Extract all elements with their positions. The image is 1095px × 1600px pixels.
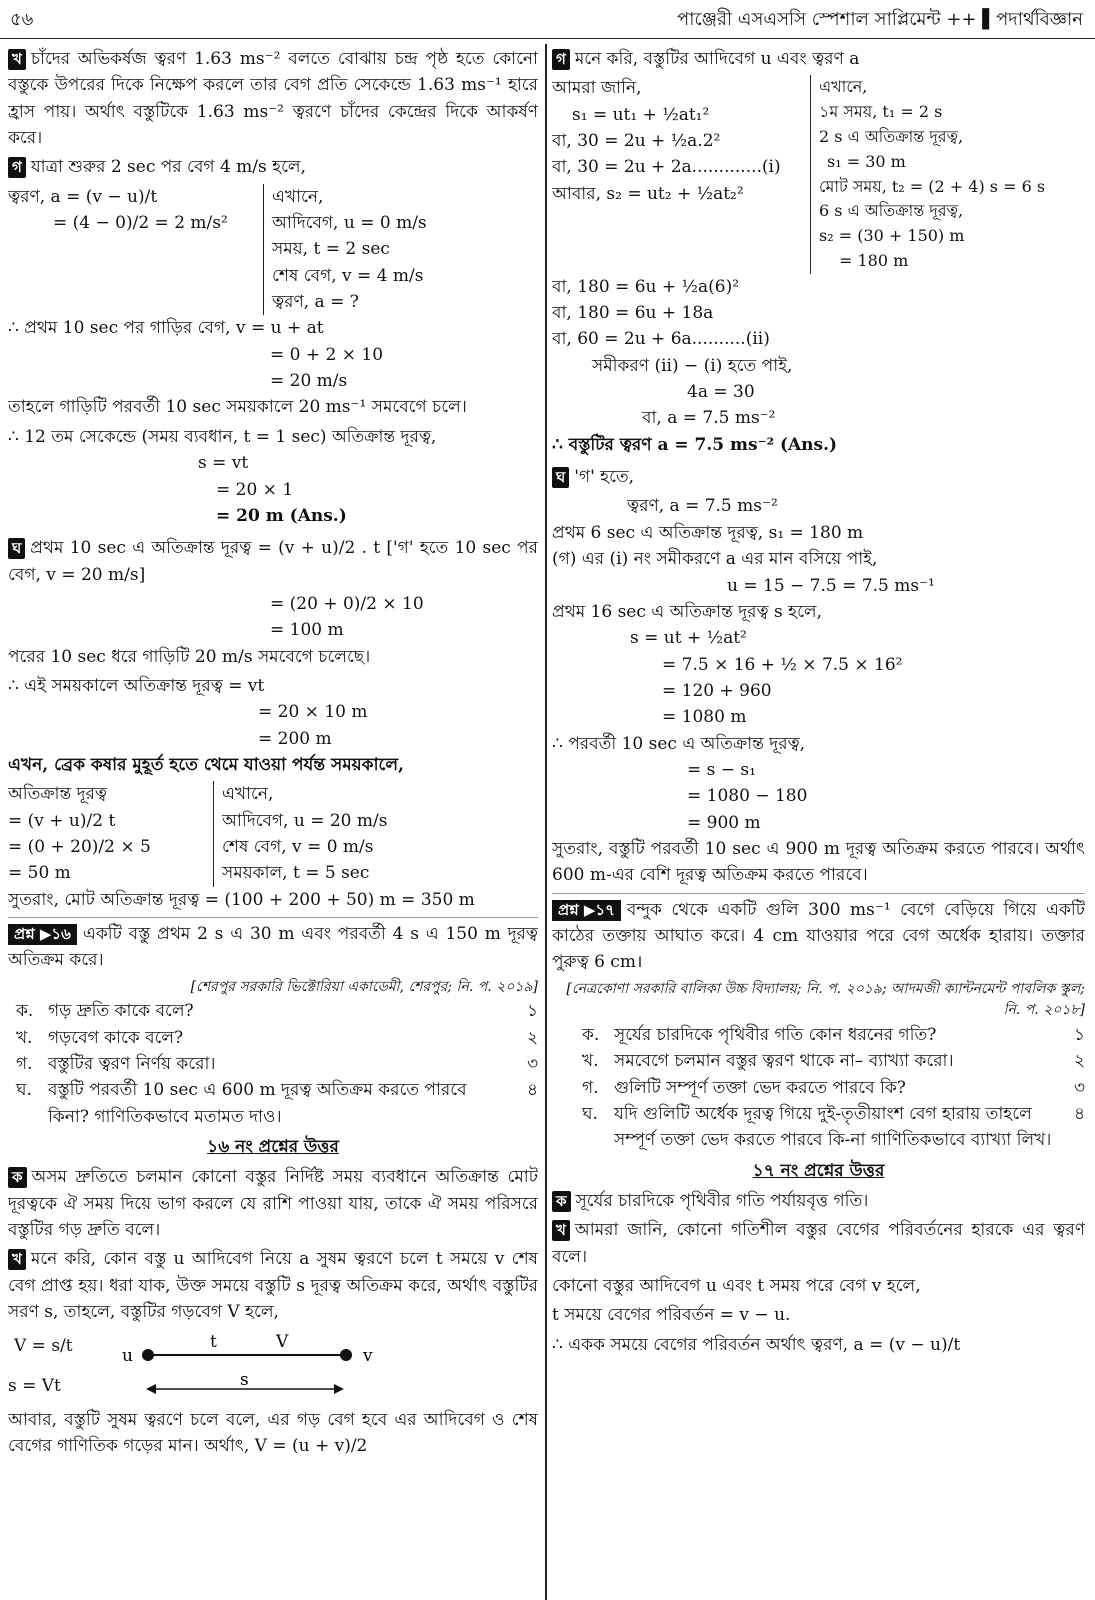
- calc-line: সমীকরণ (ii) − (i) হতে পাই,: [592, 355, 793, 376]
- velocity-diagram: [8, 1329, 538, 1407]
- answer-kha: [8, 46, 538, 151]
- motion-diagram: [118, 1329, 388, 1407]
- answer-heading: ১৭ নং প্রশ্নের উত্তর: [752, 1160, 885, 1181]
- tag-ka: ক: [8, 1167, 27, 1188]
- sub-question: ক. সূর্যের চারদিকে পৃথিবীর গতি কোন ধরনের গতি? ১: [582, 1025, 1085, 1046]
- diagram-label-t: t: [210, 1331, 217, 1352]
- question-tag: প্রশ্ন ▶১৬: [8, 924, 77, 945]
- calc-line: অতিক্রান্ত দূরত্ব: [8, 784, 107, 805]
- calc-line: = s − s₁: [687, 759, 756, 780]
- calc-line: = (v + u)/2 t: [8, 810, 116, 831]
- gha-text: প্রথম 10 sec এ অতিক্রান্ত দূরত্ব = (v + u)/2 . t ['গ' হতে 10 sec পর বেগ, v = 20 m/s]: [8, 538, 538, 585]
- question-source: [নেত্রকোণা সরকারি বালিকা উচ্চ বিদ্যালয়; নি. প. ২০১৯; আদমজী ক্যান্টনমেন্ট পাবলিক স্কুল; নি. প. ২০১৮]: [566, 980, 1085, 1019]
- kha-text: চাঁদের অভিকর্ষজ ত্বরণ 1.63 ms⁻² বলতে বোঝায় চন্দ্র পৃষ্ঠ হতে কোনো বস্তুকে উপরের দিকে নিক্ষেপ করলে তার বেগ প্রতি সেকেন্ডে 1.63 ms⁻¹ হারে হ্রাস পায়। অর্থাৎ বস্তুটিকে 1.63 ms⁻² ত্বরণে চাঁদের কেন্দ্রের দিকে আকর্ষণ করে।: [8, 49, 538, 149]
- answer-16-kha: [8, 1246, 538, 1325]
- calc-line: = (20 + 0)/2 × 10: [270, 593, 424, 614]
- calc-line: = 1080 − 180: [687, 786, 808, 807]
- calc-line: = 900 m: [687, 812, 761, 833]
- tag-ka: ক: [552, 1191, 571, 1212]
- ga-right-calc: [552, 75, 1085, 273]
- given-line: সময়কাল, t = 5 sec: [222, 863, 370, 884]
- calc-line: 4a = 30: [687, 382, 755, 403]
- diagram-label-s: s: [240, 1369, 249, 1390]
- calc-line: সুতরাং, মোট অতিক্রান্ত দূরত্ব = (100 + 200 + 50) m = 350 m: [8, 889, 475, 910]
- given-line: এখানে,: [222, 784, 274, 805]
- given-line: এখানে,: [272, 186, 324, 207]
- formula-s: s = Vt: [8, 1375, 61, 1396]
- calc-line: = 1080 m: [662, 707, 747, 728]
- calc-line: = 20 × 1: [216, 479, 294, 500]
- calc-line: পরের 10 sec ধরে গাড়িটি 20 m/s সমবেগে চলেছে।: [8, 646, 371, 667]
- calc-line: = 7.5 × 16 + ½ × 7.5 × 16²: [662, 654, 903, 675]
- calc-line: = 20 × 10 m: [258, 702, 368, 723]
- column-divider: [545, 44, 547, 1600]
- answer-17-kha: [552, 1217, 1085, 1270]
- calc-line: (গ) এর (i) নং সমীকরণে a এর মান বসিয়ে পাই,: [552, 549, 878, 570]
- given-line: এখানে,: [819, 77, 868, 97]
- given-line: ত্বরণ, a = ?: [272, 292, 359, 313]
- page-number: ৫৬: [10, 9, 34, 30]
- given-line: আদিবেগ, u = 20 m/s: [222, 810, 388, 831]
- calc-line: প্রথম 6 sec এ অতিক্রান্ত দূরত্ব, s₁ = 180 m: [552, 522, 864, 543]
- question-16: [8, 917, 538, 1130]
- question-text: বন্দুক থেকে একটি গুলি 300 ms⁻¹ বেগে বেড়িয়ে গিয়ে একটি কাঠের তক্তায় আঘাত করে। 4 cm যাওয়ার পরে বেগ অর্ধেক হারায়। তক্তার পুরুত্ব 6 cm।: [552, 899, 1085, 973]
- left-column: [8, 46, 538, 1596]
- given-line: মোট সময়, t₂ = (2 + 4) s = 6 s: [819, 176, 1046, 196]
- calc-line: ∴ পরবর্তী 10 sec এ অতিক্রান্ত দূরত্ব,: [552, 733, 806, 754]
- tag-kha: খ: [552, 1220, 570, 1241]
- calc-line: t সময়ে বেগের পরিবর্তন = v − u.: [552, 1305, 791, 1326]
- answer-17-ka: [552, 1188, 1085, 1214]
- page-header: [0, 0, 1095, 39]
- calc-line: s = ut + ½at²: [630, 628, 747, 649]
- calc-line: ∴ প্রথম 10 sec পর গাড়ির বেগ, v = u + at: [8, 318, 324, 339]
- calc-line: তাহলে গাড়িটি পরবর্তী 10 sec সময়কালে 20 ms⁻¹ সমবেগে চলে।: [8, 397, 467, 418]
- answer-gha-right: [552, 464, 1085, 490]
- answer-ga-right: [552, 46, 1085, 72]
- question-text: একটি বস্তু প্রথম 2 s এ 30 m এবং পরবর্তী 4 s এ 150 m দূরত্ব অতিক্রম করে।: [8, 924, 538, 971]
- ga-text: মনে করি, বস্তুটির আদিবেগ u এবং ত্বরণ a: [574, 49, 860, 69]
- given-line: s₂ = (30 + 150) m: [819, 226, 965, 246]
- ka-text: সূর্যের চারদিকে পৃথিবীর গতি পর্যায়বৃত্ত গতি।: [575, 1191, 869, 1212]
- calc-line: বা, 60 = 2u + 6a..........(ii): [552, 329, 770, 350]
- calc-line: ∴ 12 তম সেকেন্ডে (সময় ব্যবধান, t = 1 sec) অতিক্রান্ত দূরত্ব,: [8, 426, 437, 447]
- kha-text: আমরা জানি, কোনো গতিশীল বস্তুর বেগের পরিবর্তনের হারকে এর ত্বরণ বলে।: [552, 1220, 1085, 1267]
- given-line: আদিবেগ, u = 0 m/s: [272, 213, 427, 234]
- calc-line: কোনো বস্তুর আদিবেগ u এবং t সময় পরে বেগ v হলে,: [552, 1276, 921, 1297]
- question-tag: প্রশ্ন ▶১৭: [552, 900, 621, 921]
- given-line: 2 s এ অতিক্রান্ত দূরত্ব,: [819, 126, 964, 146]
- calc-line: = 20 m (Ans.): [216, 505, 347, 526]
- diagram-label-u: u: [122, 1345, 133, 1366]
- answer-gha: [8, 535, 538, 588]
- calc-line: ∴ বস্তুটির ত্বরণ a = 7.5 ms⁻² (Ans.): [552, 434, 838, 455]
- calc-line: = 200 m: [258, 728, 332, 749]
- kha-text-2: আবার, বস্তুটি সুষম ত্বরণে চলে বলে, এর গড় বেগ হবে এর আদিবেগ ও শেষ বেগের গাণিতিক গড়ের মান। অর্থাৎ, V = (u + v)/2: [8, 1409, 538, 1456]
- tag-ga: গ: [8, 157, 26, 178]
- calc-line: = (0 + 20)/2 × 5: [8, 836, 151, 857]
- calc-line: আবার, s₂ = ut₂ + ½at₂²: [552, 183, 744, 204]
- tag-kha: খ: [8, 49, 26, 70]
- book-title: পাঞ্জেরী এসএসসি স্পেশাল সাপ্লিমেন্ট ++ ▌পদার্থবিজ্ঞান: [676, 9, 1083, 30]
- kha-text: মনে করি, কোন বস্তু u আদিবেগ নিয়ে a সুষম ত্বরণে চলে t সময়ে v শেষ বেগ প্রাপ্ত হয়। ধরা যাক, উক্ত সময়ে বস্তুটি s দূরত্ব অতিক্রম করে, অর্থাৎ বস্তুটির সরণ s, তাহলে, বস্তুটির গড়বেগ V হলে,: [8, 1249, 538, 1323]
- calc-line: প্রথম 16 sec এ অতিক্রান্ত দূরত্ব s হলে,: [552, 601, 822, 622]
- question-source: [শেরপুর সরকারি ভিক্টোরিয়া একাডেমী, শেরপুর; নি. প. ২০১৯]: [190, 978, 538, 995]
- calc-line: = 50 m: [8, 863, 71, 884]
- answer-16-ka: [8, 1164, 538, 1243]
- calc-line: এখন, ব্রেক কষার মুহূর্ত হতে থেমে যাওয়া পর্যন্ত সময়কালে,: [8, 754, 404, 775]
- given-line: শেষ বেগ, v = 4 m/s: [272, 265, 424, 286]
- given-line: ১ম সময়, t₁ = 2 s: [819, 102, 943, 122]
- given-line: শেষ বেগ, v = 0 m/s: [222, 836, 374, 857]
- given-line: s₁ = 30 m: [827, 151, 906, 171]
- calc-line: বা, a = 7.5 ms⁻²: [642, 408, 776, 429]
- given-line: সময়, t = 2 sec: [272, 239, 390, 260]
- calc-line: = 120 + 960: [662, 680, 772, 701]
- calc-line: বা, 180 = 6u + 18a: [552, 303, 714, 324]
- tag-gha: ঘ: [8, 538, 25, 559]
- calc-line: ত্বরণ, a = 7.5 ms⁻²: [627, 496, 778, 517]
- calc-line: = 100 m: [270, 620, 344, 641]
- diagram-label-V: V: [276, 1331, 289, 1352]
- sub-question: খ. গড়বেগ কাকে বলে? ২: [16, 1027, 538, 1048]
- gha-text: 'গ' হতে,: [574, 467, 635, 488]
- calc-line: ∴ একক সময়ে বেগের পরিবর্তন অর্থাৎ ত্বরণ, a = (v − u)/t: [552, 1334, 961, 1355]
- right-column: [552, 46, 1085, 1596]
- tag-ga: গ: [552, 49, 570, 70]
- calc-line: u = 15 − 7.5 = 7.5 ms⁻¹: [727, 575, 935, 596]
- calc-line: = 0 + 2 × 10: [270, 344, 384, 365]
- diagram-label-v: v: [363, 1345, 373, 1366]
- answer-heading: ১৬ নং প্রশ্নের উত্তর: [207, 1137, 339, 1158]
- ka-text: অসম দ্রুতিতে চলমান কোনো বস্তুর নির্দিষ্ট সময় ব্যবধানে অতিক্রান্ত মোট দূরত্বকে ঐ সময় দিয়ে ভাগ করলে যে রাশি পাওয়া যায়, তাকে ঐ সময় পরিসরে বস্তুটির গড় দ্রুতি বলে।: [8, 1167, 538, 1241]
- sub-question: ক. গড় দ্রুতি কাকে বলে? ১: [16, 1001, 538, 1022]
- calc-line: ত্বরণ, a = (v − u)/t: [8, 186, 158, 207]
- sub-question: খ. সমবেগে চলমান বস্তুর ত্বরণ থাকে না– ব্যাখ্যা করো। ২: [582, 1051, 1085, 1072]
- calc-line: = (4 − 0)/2 = 2 m/s²: [53, 213, 228, 234]
- calc-line: বা, 180 = 6u + ½a(6)²: [552, 276, 740, 297]
- answer-ga: [8, 154, 538, 180]
- calc-line: বা, 30 = 2u + 2a.............(i): [552, 157, 781, 178]
- question-17: [552, 893, 1085, 1154]
- sub-question: গ. গুলিটি সম্পূর্ণ তক্তা ভেদ করতে পারবে কি? ৩: [582, 1077, 1085, 1098]
- tag-gha: ঘ: [552, 467, 569, 488]
- calc-line: s = vt: [198, 453, 249, 474]
- formula-v: V = s/t: [14, 1335, 73, 1356]
- calc-line: বা, 30 = 2u + ½a.2²: [552, 131, 721, 152]
- sub-question: গ. বস্তুটির ত্বরণ নির্ণয় করো। ৩: [16, 1054, 538, 1075]
- calc-line: s₁ = ut₁ + ½at₁²: [572, 104, 710, 125]
- gha-calc-block: [8, 781, 538, 886]
- calc-line: ∴ এই সময়কালে অতিক্রান্ত দূরত্ব = vt: [8, 675, 265, 696]
- calc-line: = 20 m/s: [270, 371, 348, 392]
- ga-text: যাত্রা শুরুর 2 sec পর বেগ 4 m/s হলে,: [30, 157, 306, 178]
- sub-question: ঘ. যদি গুলিটি অর্ধেক দূরত্ব গিয়ে দুই-তৃতীয়াংশ বেগ হারায় তাহলে সম্পূর্ণ তক্তা ভেদ করতে পারবে কি-না গাণিতিকভাবে ব্যাখ্যা লিখ। ৪: [582, 1104, 1085, 1151]
- given-line: 6 s এ অতিক্রান্ত দূরত্ব,: [819, 201, 964, 221]
- tag-kha: খ: [8, 1249, 26, 1270]
- ga-calc-block: [8, 184, 538, 316]
- calc-line: সুতরাং, বস্তুটি পরবর্তী 10 sec এ 900 m দূরত্ব অতিক্রম করতে পারবে। অর্থাৎ 600 m-এর বেশি দূরত্ব অতিক্রম করতে পারবে।: [552, 838, 1085, 886]
- sub-question: ঘ. বস্তুটি পরবর্তী 10 sec এ 600 m দূরত্ব অতিক্রম করতে পারবে কিনা? গাণিতিকভাবে মতামত দাও। ৪: [16, 1080, 538, 1127]
- given-line: = 180 m: [839, 250, 909, 270]
- calc-line: আমরা জানি,: [552, 78, 642, 99]
